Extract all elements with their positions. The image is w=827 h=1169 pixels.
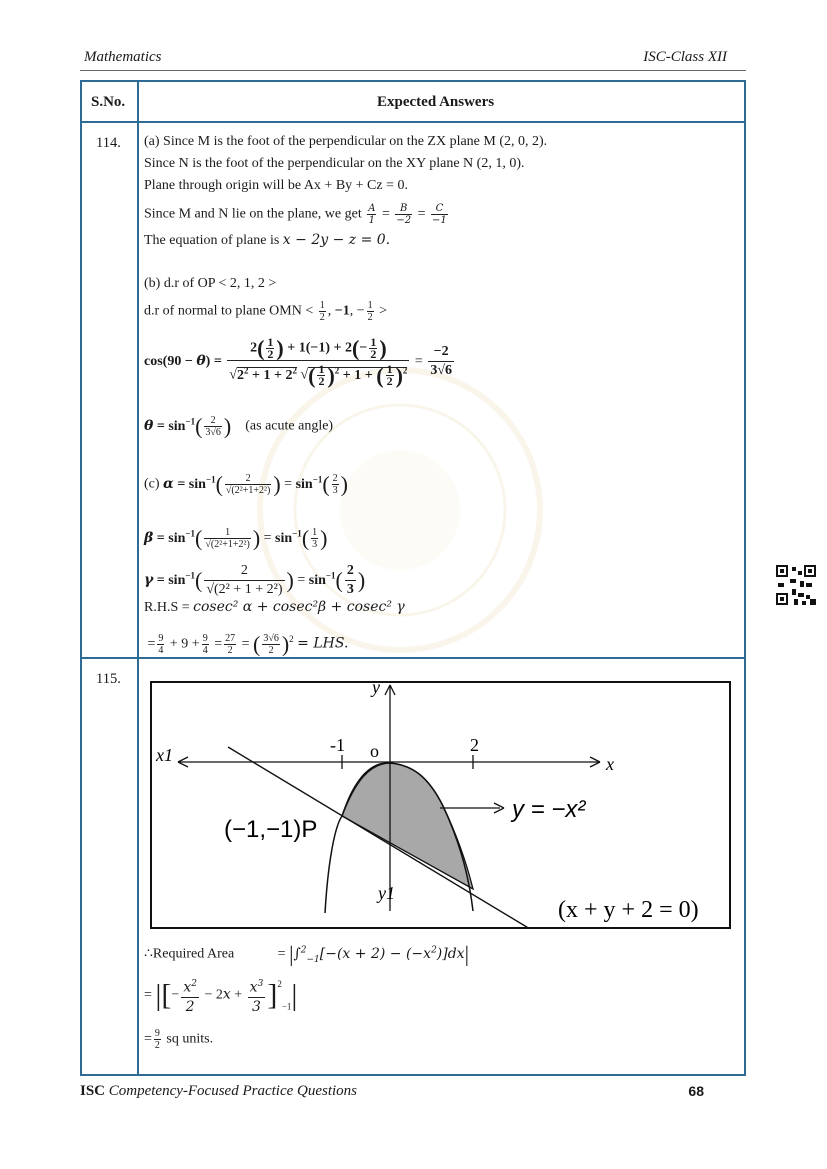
cos-equation: cos(90 − θ) = 2( $\frac{1}{2}$ ) + 1(−1) + 2(− $\frac{1}{2}$ ) $√2^2 + 1 + 2^2$ √( $\frac{1}{2}$ )$^2$ + 1 + ( $\frac{1}{2}$ )$^2$ = $\frac{-2}{3√6}$ [144,335,453,388]
question-number-114: 114. [96,135,121,151]
theta-equation: $\theta = \sin^{-1}$( $\frac{2}{3√6}$ ) (as acute angle) [144,413,334,439]
dr-half: $\frac{1}{2}$ [319,300,325,323]
answer-a-line1: (a) Since M is the foot of the perpendicular on the ZX plane M (2, 0, 2). [144,134,548,149]
area-result-units: sq units. [166,1031,214,1047]
label-x-left: x1 [156,745,173,765]
page-footer [80,1083,704,1100]
question-number-115: 115. [96,671,121,687]
rhs-expression: cosec² α + cosec²β + cosec² γ [193,599,405,615]
rhs-line [144,598,405,617]
area-graph [150,681,731,929]
theta-note: (as acute angle) [245,418,334,434]
required-area-line: ∴Required Area = $|\int^2_{-1}[-(x + 2) - (-x^2)]dx|$ [144,941,469,967]
alpha-equation: (c) $\alpha = \sin^{-1}$( $\frac{2}{\text{√(2²+1+2²)}}$ ) = $\sin^{-1}$( $\frac{2}{3}$ ) [144,471,348,497]
answer-b-line2: d.r of normal to plane OMN < $\frac{1}{2}$ , −1, − $\frac{1}{2}$ > [144,300,388,323]
lhs-computation: = $\frac{9}{4}$ + 9 + $\frac{9}{4}$ = $\frac{27}{2}$ = ( $\frac{3√6}{2}$ )$^2$ = LHS. [144,631,349,657]
answer-a-line3: Plane through origin will be Ax + By + Cz = 0. [144,178,409,193]
footer-title: Competency-Focused Practice Questions [108,1083,358,1099]
answer-a-line4-text: Since M and N lie on the plane, we get [144,206,362,222]
rhs-label: R.H.S = [144,600,190,615]
tick-label-minus1: -1 [330,735,345,755]
ratio-a-over-1: $\frac{A}{1}$ [368,203,376,226]
label-y-top: y [372,681,380,697]
tick-label-2: 2 [470,735,479,755]
ratio-c-over-minus1: $\frac{C}{-1}$ [432,203,447,226]
label-line-equation: (x + y + 2 = 0) [558,897,699,923]
answer-a-line5-text: The equation of plane is [144,233,280,248]
column-header-answers: Expected Answers [377,94,495,110]
dr-minus-half: $\frac{1}{2}$ [367,300,373,323]
answer-b-line1: (b) d.r of OP < 2, 1, 2 > [144,276,277,291]
label-parabola: y = −x² [512,796,586,823]
footer-brand: ISC [80,1083,106,1099]
beta-equation: $\beta = \sin^{-1}$( $\frac{1}{\text{√(2²+1+2²)}}$ ) = $\sin^{-1}$( $\frac{1}{3}$ ) [144,525,328,551]
qr-code-icon [776,565,816,605]
header-class: ISC-Class XII [643,49,727,65]
answer-a-line5 [144,231,390,250]
header-row-divider [82,121,744,123]
column-header-sno: S.No. [91,94,126,110]
gamma-equation: $\gamma = \sin^{-1}$( $\frac{2}{\text{√(2² + 1 + 2²)}}$ ) = $\sin^{-1}$( $\frac{2}{3}$ ) [144,563,366,597]
cos-fraction: 2( $\frac{1}{2}$ ) + 1(−1) + 2(− $\frac{1}{2}$ ) $√2^2 + 1 + 2^2$ √( $\frac{1}{2}$ )$^2$ + 1 + ( $\frac{1}{2}$ )$^2$ [229,335,408,388]
label-point-p: (−1,−1)P [224,816,318,843]
tick-label-origin: o [370,741,379,761]
antiderivative-line: = |[− $\frac{x^2}{2}$ − 2x + $\frac{x^3}{3}$ ]$^2$−1| [144,975,297,1016]
row-divider [82,657,744,659]
label-y-bottom: y1 [378,883,395,903]
answer-b-line2-text: d.r of normal to plane OMN < [144,303,314,319]
cos-result: $\frac{-2}{3√6}$ [430,344,453,379]
page-number: 68 [688,1083,704,1099]
lhs-result: = LHS. [297,635,349,652]
part-c-label: (c) [144,476,160,492]
required-area-label: ∴Required Area [144,946,235,962]
header-subject: Mathematics [84,49,162,65]
plane-equation: x − 2y − z = 0. [282,232,391,248]
ratio-b-over-minus2: $\frac{B}{-2}$ [396,203,412,226]
area-result-line: = $\frac{9}{2}$ sq units. [144,1028,214,1051]
header-divider [80,70,746,71]
answer-a-line4: Since M and N lie on the plane, we get $\frac{A}{1}$ = $\frac{B}{-2}$ = $\frac{C}{-1}$ [144,203,447,226]
label-x-right: x [606,754,614,774]
answer-a-line2: Since N is the foot of the perpendicular on the XY plane N (2, 1, 0). [144,156,525,171]
column-divider [137,82,139,1074]
